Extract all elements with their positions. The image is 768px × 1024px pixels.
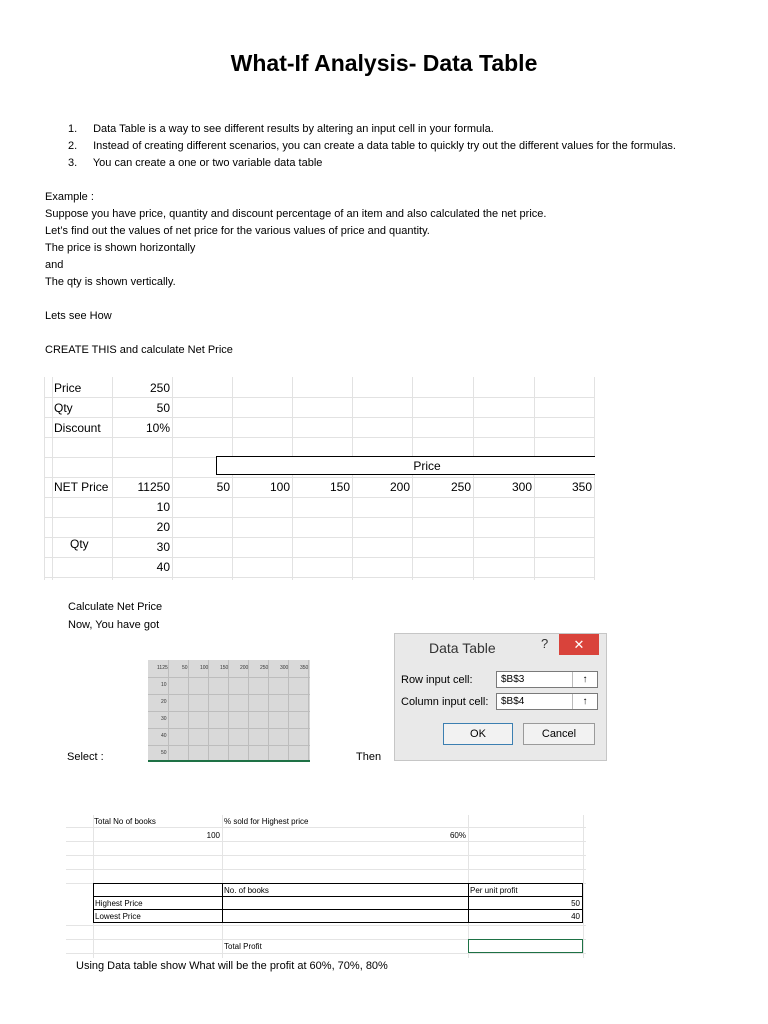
footer-instruction: Using Data table show What will be the profit at 60%, 70%, 80% [76,960,388,972]
column-input-field[interactable] [496,693,598,710]
mini-header-cell: 200 [240,665,249,671]
cancel-button[interactable]: Cancel [523,723,595,745]
price-value-cell: 350 [571,480,592,494]
sold-value: 60% [449,831,466,840]
price-value-cell: 300 [511,480,532,494]
mini-header-cell: 150 [220,665,229,671]
total-books-value: 100 [206,831,220,840]
column-input-value: $B$4 [501,696,525,707]
mini-header-cell: 100 [200,665,209,671]
lets-see-text: Lets see How [45,310,112,322]
mini-header-cell: 250 [260,665,269,671]
mini-row-cell: 20 [161,699,167,705]
ok-button[interactable]: OK [443,723,513,745]
page-title: What-If Analysis- Data Table [230,50,538,76]
example-line: The qty is shown vertically. [45,276,176,288]
price-value-cell: 100 [269,480,290,494]
point-number: 3. [68,157,78,169]
point-text: You can create a one or two variable data table [92,157,323,169]
sold-label: % sold for Highest price [224,817,309,826]
dialog-title: Data Table [429,640,496,656]
mini-row-cell: 40 [161,733,167,739]
mini-row-cell: 50 [161,750,167,756]
row-input-label: Row input cell: [401,674,473,686]
example-heading: Example : [45,191,94,203]
mini-row-cell: 10 [161,682,167,688]
example-line: and [45,259,64,271]
lowest-price-label: Lowest Price [95,912,141,921]
example-line: Suppose you have price, quantity and discount percentage of an item and also calculated the net price. [45,208,547,220]
example-line: The price is shown horizontally [45,242,196,254]
qty-label: Qty [54,401,73,415]
row-input-value: $B$3 [501,674,525,685]
qty-value-cell: 10 [156,500,170,514]
qty-value-cell: 30 [156,540,170,554]
point-3 [68,155,322,172]
highest-price-label: Highest Price [95,899,143,908]
discount-value: 10% [145,421,170,435]
lowest-price-value: 40 [571,912,580,921]
price-header: Price [216,456,595,475]
qty-value-cell: 20 [156,520,170,534]
qty-side-label: Qty [70,537,89,551]
total-books-label: Total No of books [94,817,156,826]
total-profit-cell[interactable] [468,939,583,953]
select-label: Select : [67,751,104,763]
create-this-text: CREATE THIS and calculate Net Price [45,344,233,356]
price-value-cell: 250 [450,480,471,494]
spreadsheet-books-profit [66,815,586,958]
per-unit-profit-header: Per unit profit [470,886,518,895]
price-value: 250 [149,381,170,395]
mini-header-cell: 50 [182,665,188,671]
row-input-field[interactable] [496,671,598,688]
mini-header-cell: 350 [300,665,309,671]
selected-range-thumbnail [148,660,310,762]
close-icon[interactable]: ✕ [559,634,599,655]
point-number: 1. [68,123,78,135]
point-text: Data Table is a way to see different results by altering an input cell in your formula. [93,123,494,135]
then-label: Then [356,751,382,763]
point-2 [68,138,676,155]
no-of-books-header: No. of books [224,886,269,895]
point-1 [68,121,494,138]
net-price-label: NET Price [54,480,109,494]
mini-row-cell: 30 [161,716,167,722]
collapse-dialog-icon[interactable]: ↑ [572,694,597,709]
help-icon[interactable]: ? [541,636,549,651]
calculate-text: Calculate Net Price [68,601,163,613]
now-text: Now, You have got [68,619,160,631]
point-number: 2. [68,140,78,152]
price-label: Price [54,381,82,395]
price-value-cell: 50 [216,480,230,494]
price-value-cell: 200 [389,480,410,494]
qty-value-cell: 40 [156,560,170,574]
mini-header-cell: 1125 [157,665,168,671]
data-table-dialog [394,633,607,761]
books-price-table [93,883,583,923]
collapse-dialog-icon[interactable]: ↑ [572,672,597,687]
net-price-value: 11250 [137,480,170,494]
example-line: Let’s find out the values of net price for the various values of price and quantity. [45,225,430,237]
mini-header-cell: 300 [280,665,289,671]
spreadsheet-net-price [44,377,595,580]
qty-value: 50 [156,401,170,415]
column-input-label: Column input cell: [401,696,489,708]
highest-price-value: 50 [571,899,580,908]
total-profit-label: Total Profit [224,942,262,951]
price-value-cell: 150 [329,480,350,494]
point-text: Instead of creating different scenarios, you can create a data table to quickly try out the different values for the formulas. [93,140,676,152]
discount-label: Discount [54,421,101,435]
